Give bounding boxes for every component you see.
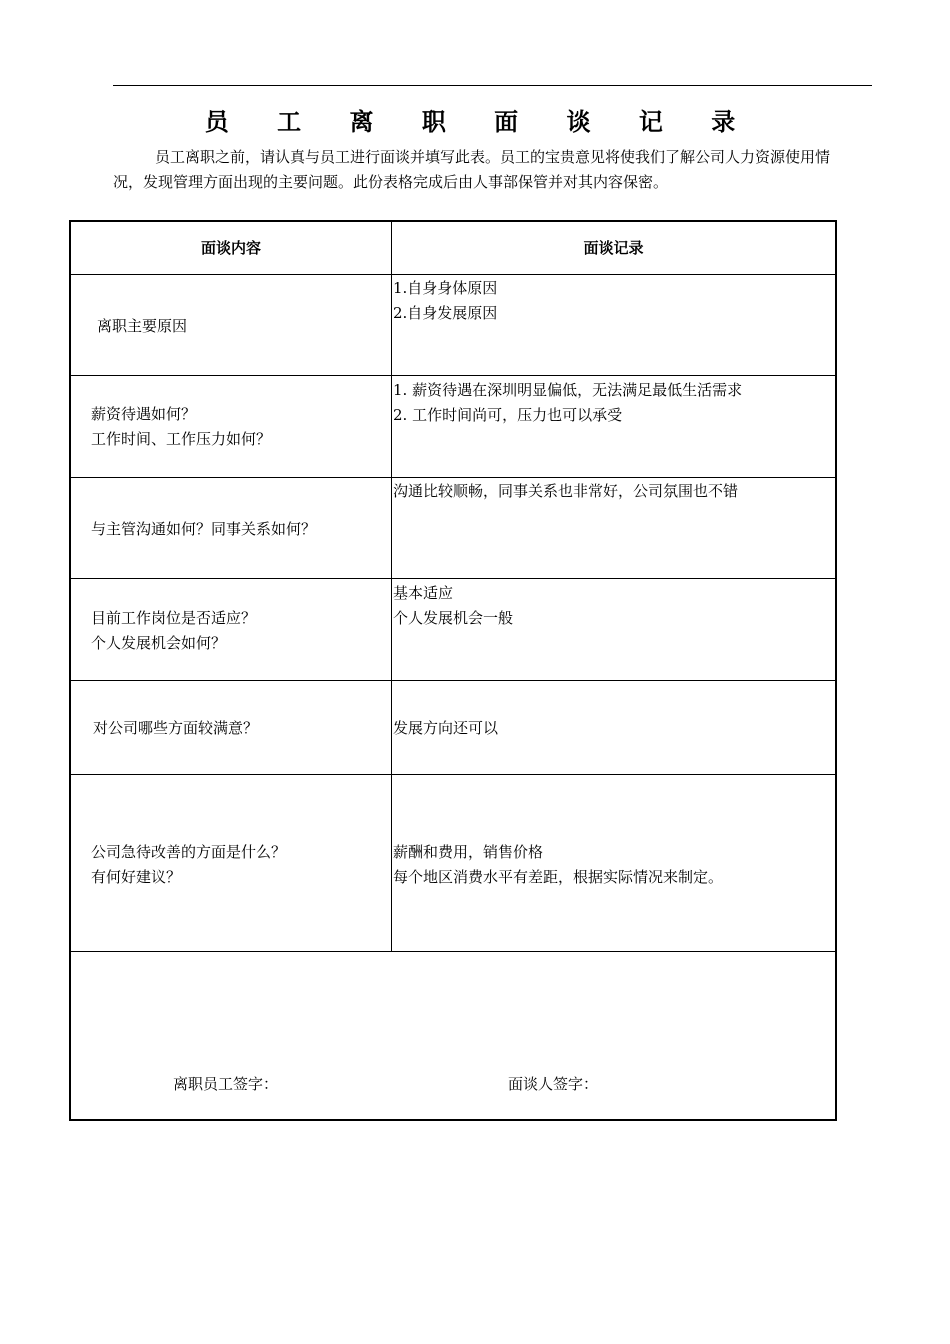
question-line: 有何好建议？ bbox=[91, 868, 182, 886]
header-record: 面谈记录 bbox=[583, 239, 644, 257]
answer-cell bbox=[393, 276, 833, 326]
question-line: 工作时间、工作压力如何？ bbox=[91, 430, 272, 448]
interview-form-table bbox=[69, 220, 837, 1121]
row-divider bbox=[71, 680, 835, 681]
question-cell bbox=[91, 517, 381, 542]
answer-cell bbox=[393, 716, 833, 741]
interviewer-signature-label: 面谈人签字： bbox=[508, 1075, 599, 1093]
question-cell bbox=[91, 840, 381, 890]
question-line: 个人发展机会如何？ bbox=[91, 634, 227, 652]
answer-line: 1.自身身体原因 bbox=[393, 279, 498, 297]
answer-line: 每个地区消费水平有差距，根据实际情况来制定。 bbox=[393, 868, 724, 886]
header-content: 面谈内容 bbox=[200, 239, 261, 257]
question-line: 与主管沟通如何？同事关系如何？ bbox=[91, 520, 317, 538]
row-divider bbox=[71, 477, 835, 478]
answer-line: 2. 工作时间尚可，压力也可以承受 bbox=[393, 406, 623, 424]
page-title: 员 工 离 职 面 谈 记 录 bbox=[204, 108, 756, 136]
question-line: 对公司哪些方面较满意？ bbox=[93, 719, 259, 737]
top-rule bbox=[113, 85, 872, 86]
answer-line: 沟通比较顺畅，同事关系也非常好，公司氛围也不错 bbox=[393, 482, 739, 500]
question-line: 公司急待改善的方面是什么？ bbox=[91, 843, 287, 861]
answer-cell bbox=[393, 581, 833, 631]
intro-paragraph: 员工离职之前，请认真与员工进行面谈并填写此表。员工的宝贵意见将使我们了解公司人力资源使用情况，发现管理方面出现的主要问题。此份表格完成后由人事部保管并对其内容保密。 bbox=[113, 148, 831, 191]
answer-cell bbox=[393, 378, 833, 428]
row-divider bbox=[71, 375, 835, 376]
column-divider bbox=[391, 222, 392, 952]
row-divider bbox=[71, 951, 835, 952]
row-divider bbox=[71, 578, 835, 579]
question-cell bbox=[93, 716, 383, 741]
answer-cell bbox=[393, 479, 833, 504]
row-divider bbox=[71, 774, 835, 775]
question-cell bbox=[91, 606, 381, 656]
question-line: 离职主要原因 bbox=[97, 317, 188, 335]
answer-line: 发展方向还可以 bbox=[393, 719, 499, 737]
row-divider bbox=[71, 274, 835, 275]
answer-line: 个人发展机会一般 bbox=[393, 609, 514, 627]
question-cell bbox=[91, 402, 381, 452]
question-line: 目前工作岗位是否适应？ bbox=[91, 609, 257, 627]
answer-line: 薪酬和费用，销售价格 bbox=[393, 843, 544, 861]
answer-line: 基本适应 bbox=[393, 584, 454, 602]
answer-line: 1. 薪资待遇在深圳明显偏低，无法满足最低生活需求 bbox=[393, 381, 743, 399]
employee-signature-label: 离职员工签字： bbox=[173, 1075, 279, 1093]
question-cell bbox=[97, 314, 387, 339]
answer-line: 2.自身发展原因 bbox=[393, 304, 498, 322]
answer-cell bbox=[393, 840, 833, 890]
question-line: 薪资待遇如何？ bbox=[91, 405, 197, 423]
